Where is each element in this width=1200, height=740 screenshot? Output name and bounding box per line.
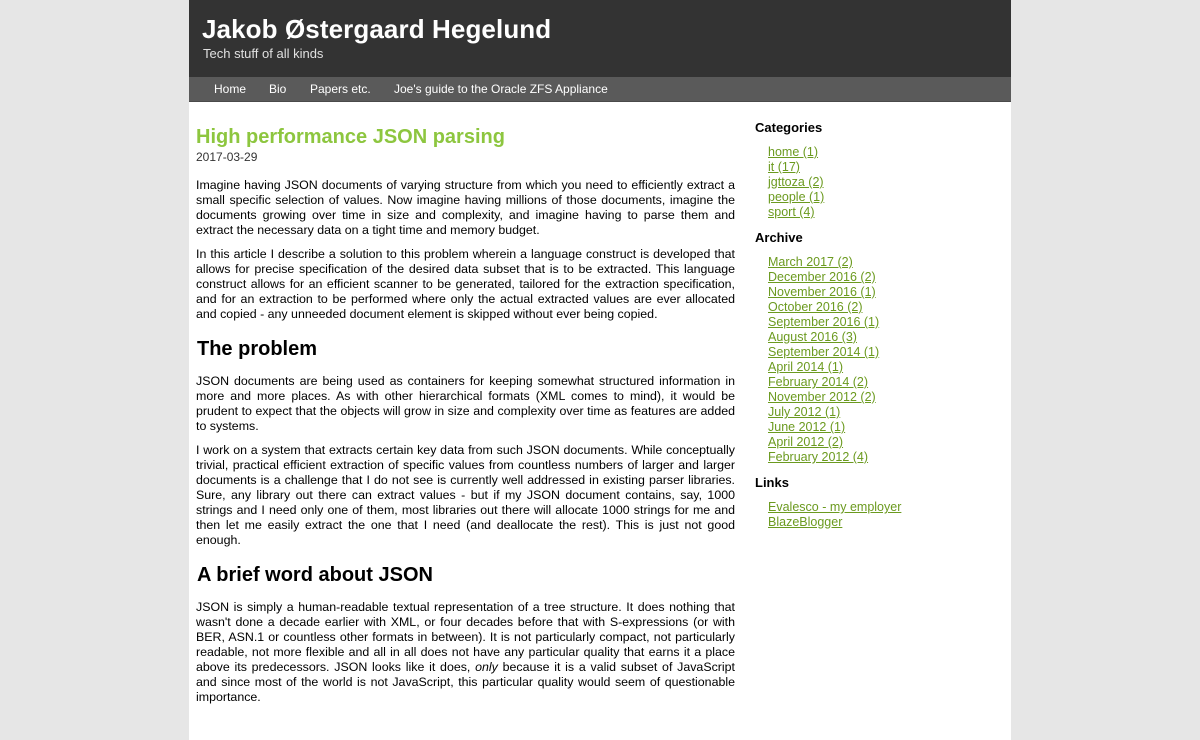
external-link[interactable]: BlazeBlogger	[768, 515, 843, 529]
category-link[interactable]: home (1)	[768, 145, 819, 159]
links-list	[768, 500, 995, 530]
nav-papers-link[interactable]: Papers etc.	[310, 82, 371, 96]
site-tagline: Tech stuff of all kinds	[203, 46, 324, 61]
archive-heading: Archive	[755, 230, 803, 245]
category-item	[768, 145, 995, 160]
archive-link[interactable]: June 2012 (1)	[768, 420, 846, 434]
archive-widget	[755, 228, 995, 465]
archive-link[interactable]: September 2016 (1)	[768, 315, 880, 329]
categories-heading: Categories	[755, 120, 823, 135]
json-paragraph-text: because it is a valid subset of JavaScript and since most of the world is not JavaScript, this particular quality would seem of questionable importance.	[196, 660, 735, 704]
archive-link[interactable]: July 2012 (1)	[768, 405, 841, 419]
json-paragraph	[196, 600, 735, 705]
nav-zfs-guide-link[interactable]: Joe's guide to the Oracle ZFS Appliance	[394, 82, 608, 96]
archive-item	[768, 345, 995, 360]
site-header	[189, 0, 1011, 77]
external-link[interactable]: Evalesco - my employer	[768, 500, 902, 514]
archive-item	[768, 360, 995, 375]
json-paragraph-emphasis: only	[475, 660, 498, 674]
links-widget	[755, 473, 995, 530]
problem-paragraph: JSON documents are being used as containers for keeping somewhat structured information in more and more places. As with other hierarchical formats (XML comes to mind), it would be prudent to expect that the objects will grow in size and complexity over time as features are added to systems.	[196, 374, 735, 433]
archive-item	[768, 405, 995, 420]
archive-link[interactable]: August 2016 (3)	[768, 330, 857, 344]
archive-link[interactable]: April 2012 (2)	[768, 435, 844, 449]
archive-item	[768, 420, 995, 435]
sidebar	[755, 118, 995, 530]
archive-item	[768, 300, 995, 315]
section-heading-json: A brief word about JSON	[197, 564, 433, 586]
nav-bio-link[interactable]: Bio	[269, 82, 287, 96]
archive-link[interactable]: September 2014 (1)	[768, 345, 880, 359]
archive-item	[768, 315, 995, 330]
category-item	[768, 160, 995, 175]
archive-item	[768, 285, 995, 300]
post-date: 2017-03-29	[196, 150, 258, 164]
external-item	[768, 500, 995, 515]
archive-link[interactable]: November 2016 (1)	[768, 285, 876, 299]
category-link[interactable]: it (17)	[768, 160, 800, 174]
archive-item	[768, 255, 995, 270]
category-link[interactable]: sport (4)	[768, 205, 815, 219]
category-item	[768, 190, 995, 205]
archive-link[interactable]: February 2014 (2)	[768, 375, 869, 389]
section-heading-problem: The problem	[197, 338, 318, 360]
main-nav	[189, 77, 1011, 102]
archive-list	[768, 255, 995, 465]
category-link[interactable]: jgttoza (2)	[768, 175, 824, 189]
categories-list	[768, 145, 995, 220]
category-item	[768, 175, 995, 190]
json-paragraph-text: JSON is simply a human-readable textual representation of a tree structure. It does nothing that wasn't done a decade earlier with XML, or four decades before that with S-expressions (or with BER, ASN.1 or countless other formats in between). It is not particularly compact, not particularly readable, not more flexible and all in all does not have any particular quality that earns it a place above its predecessors. JSON looks like it does,	[196, 600, 735, 674]
nav-home-link[interactable]: Home	[214, 82, 247, 96]
external-item	[768, 515, 995, 530]
post-content	[196, 124, 735, 705]
post-title[interactable]: High performance JSON parsing	[196, 126, 505, 148]
archive-link[interactable]: December 2016 (2)	[768, 270, 876, 284]
category-item	[768, 205, 995, 220]
archive-item	[768, 450, 995, 465]
archive-link[interactable]: November 2012 (2)	[768, 390, 876, 404]
archive-item	[768, 330, 995, 345]
archive-link[interactable]: October 2016 (2)	[768, 300, 863, 314]
archive-link[interactable]: February 2012 (4)	[768, 450, 869, 464]
problem-paragraph: I work on a system that extracts certain key data from such JSON documents. While conceptually trivial, practical efficient extraction of specific values from countless numbers of larger and larger documents is a challenge that I do not see is currently well addressed in existing parser libraries. Sure, any library out there can extract values - but if my JSON document contains, say, 1000 strings and I need only one of them, most libraries out there will allocate 1000 strings for me and then let me easily extract the one that I need (and deallocate the rest). This is just not good enough.	[196, 443, 735, 547]
page-container	[189, 0, 1011, 740]
intro-paragraph: In this article I describe a solution to this problem wherein a language construct is developed that allows for precise specification of the desired data subset that is to be extracted. This language construct allows for an efficient scanner to be generated, tailored for the extraction specification, and for an extraction to be performed where only the actual extracted values are ever allocated and copied - any unneeded document element is skipped without ever being copied.	[196, 247, 735, 321]
archive-item	[768, 375, 995, 390]
category-link[interactable]: people (1)	[768, 190, 825, 204]
archive-item	[768, 435, 995, 450]
categories-widget	[755, 118, 995, 220]
archive-link[interactable]: April 2014 (1)	[768, 360, 844, 374]
archive-link[interactable]: March 2017 (2)	[768, 255, 853, 269]
intro-paragraph: Imagine having JSON documents of varying structure from which you need to efficiently extract a small specific selection of values. Now imagine having millions of those documents, imagine the documents growing over time in size and complexity, and imagine having to parse them and extract the necessary data on a tight time and memory budget.	[196, 178, 735, 237]
links-heading: Links	[755, 475, 789, 490]
archive-item	[768, 390, 995, 405]
archive-item	[768, 270, 995, 285]
site-title[interactable]: Jakob Østergaard Hegelund	[202, 14, 552, 44]
